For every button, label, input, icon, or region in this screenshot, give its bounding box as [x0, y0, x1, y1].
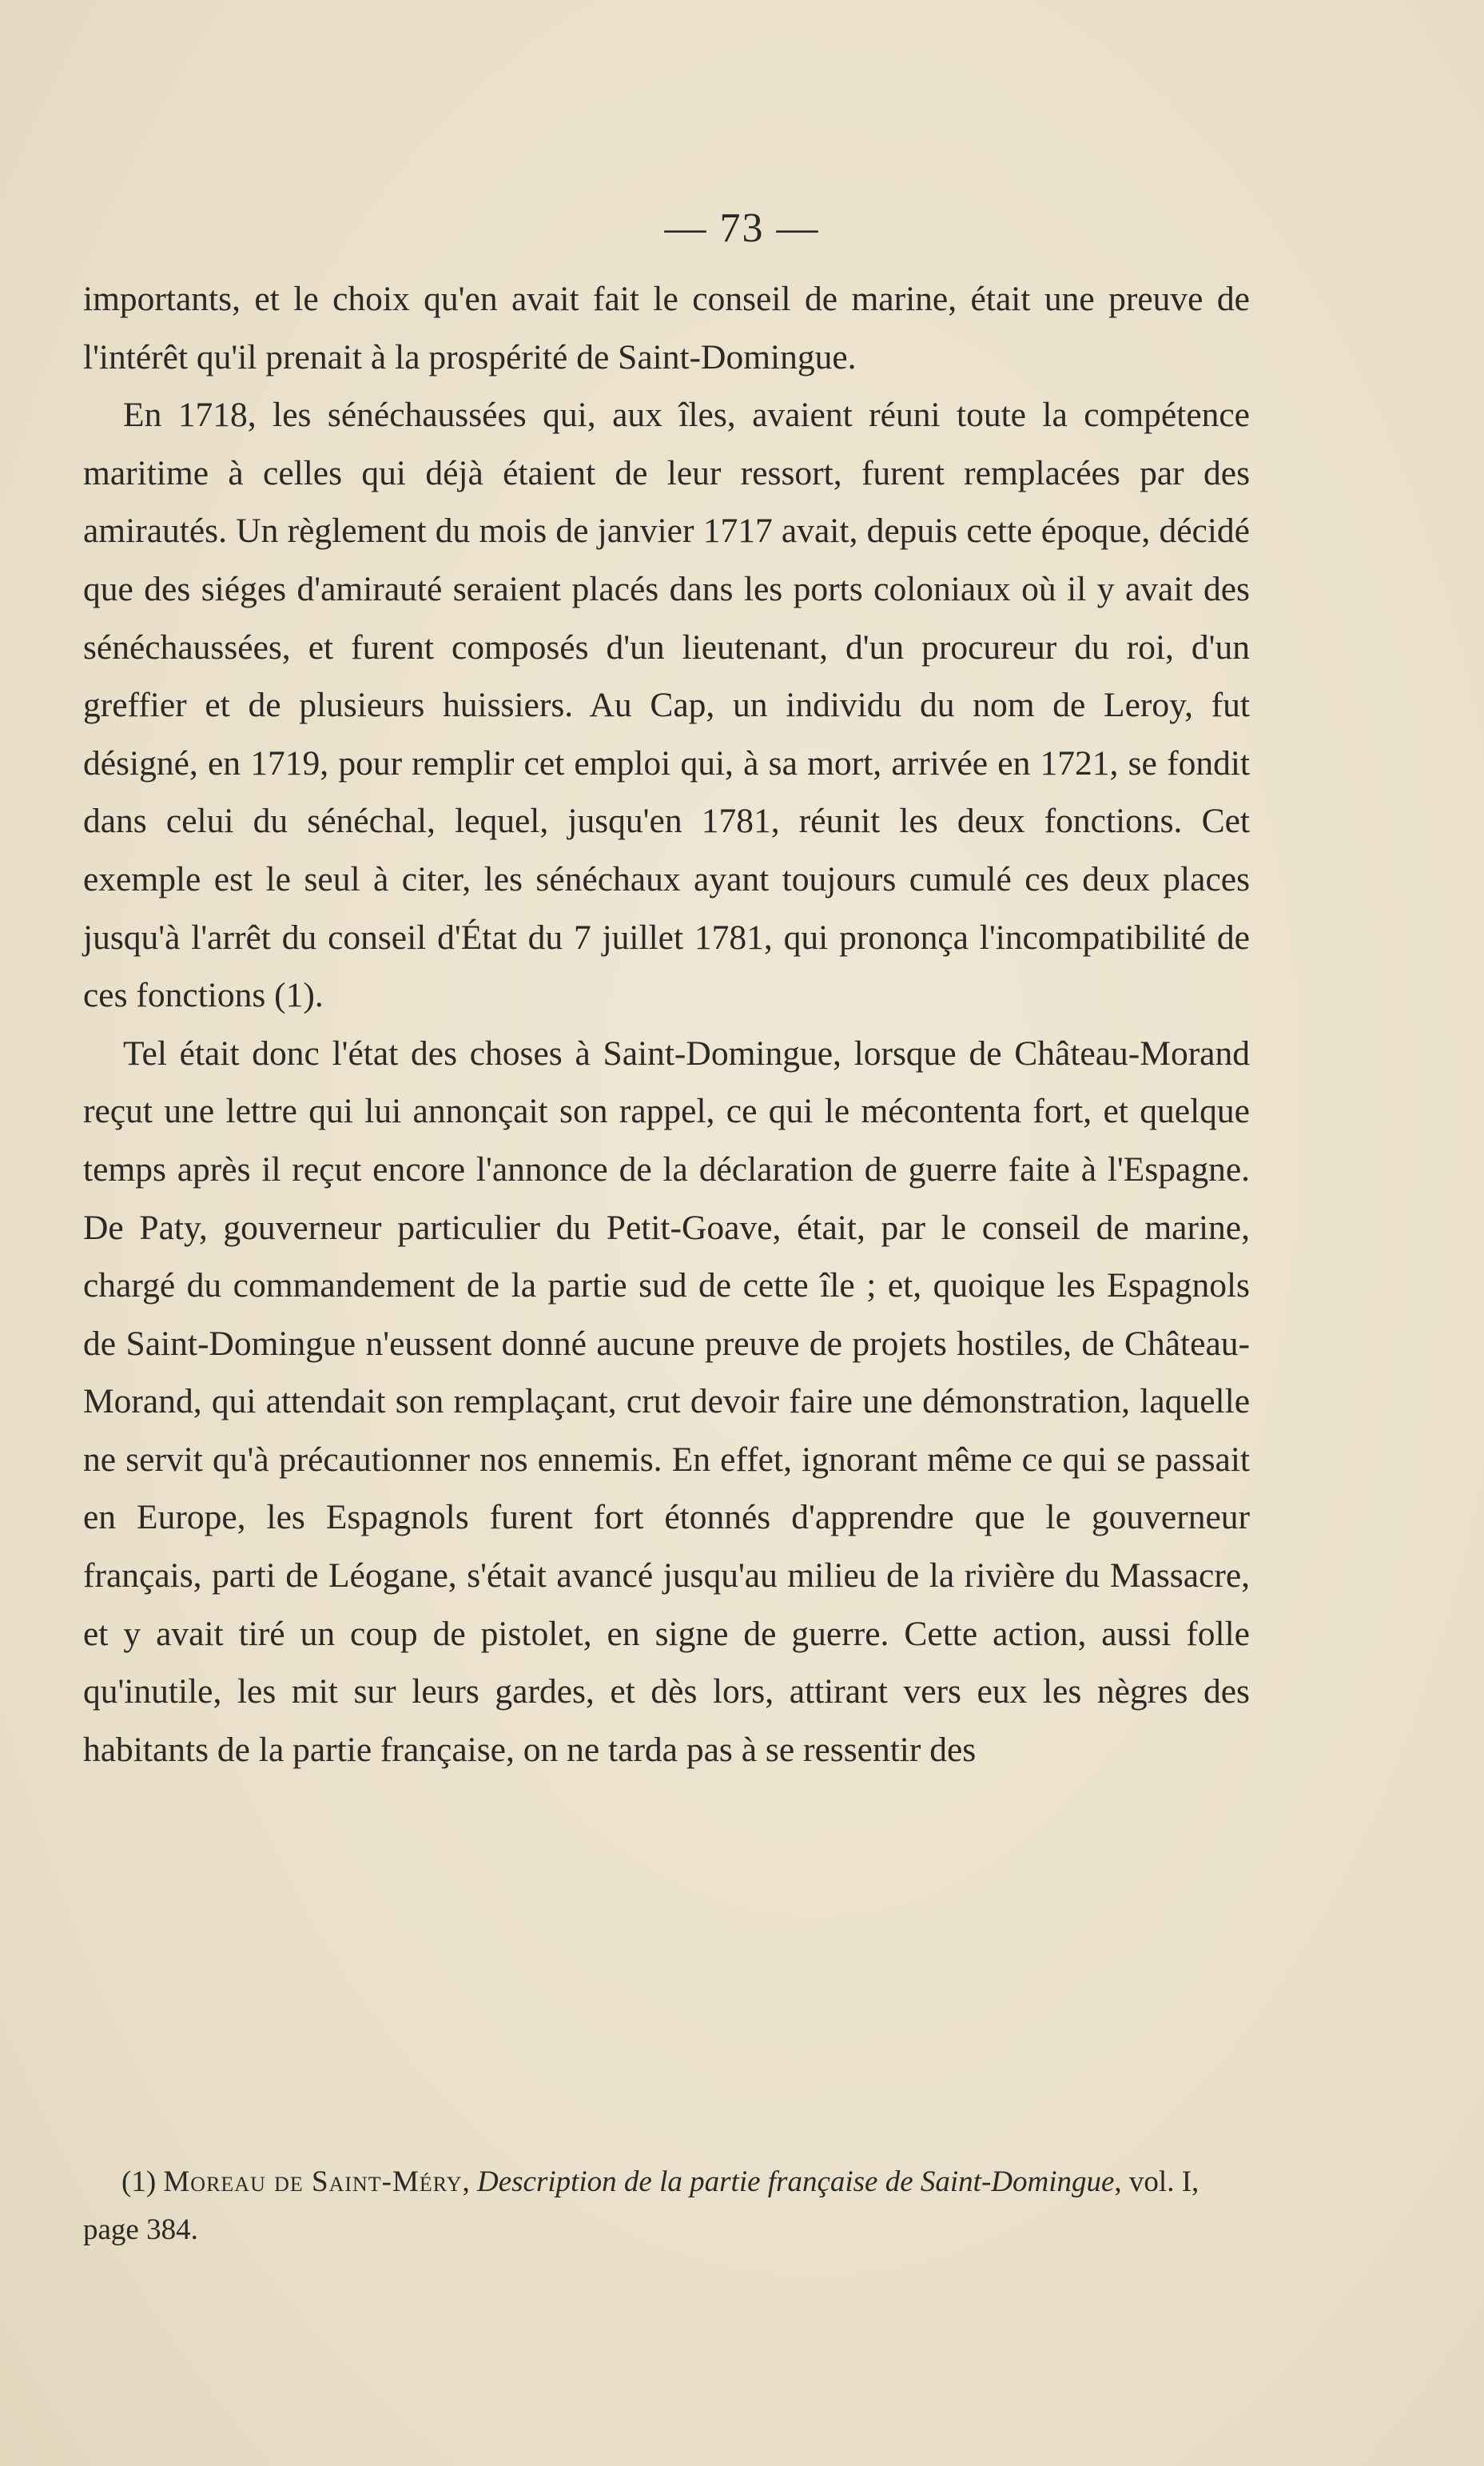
footnote-separator: , [462, 2165, 477, 2198]
body-text [83, 270, 1250, 1779]
footnote-author: Moreau de Saint-Méry [163, 2165, 463, 2198]
paragraph: En 1718, les sénéchaussées qui, aux îles, avaient réuni toute la compétence maritime à celles qui déjà étaient de leur ressort, furent remplacées par des amirautés. Un règlement du mois de janvier 1717 avait, depuis cette époque, décidé que des siéges d'amirauté seraient placés dans les ports coloniaux où il y avait des sénéchaussées, et furent composés d'un lieutenant, d'un procureur du roi, d'un greffier et de plusieurs huissiers. Au Cap, un individu du nom de Leroy, fut désigné, en 1719, pour remplir cet emploi qui, à sa mort, arrivée en 1721, se fondit dans celui du sénéchal, lequel, jusqu'en 1781, réunit les deux fonctions. Cet exemple est le seul à citer, les sénéchaux ayant toujours cumulé ces deux places jusqu'à l'arrêt du conseil d'État du 7 juillet 1781, qui prononça l'incompatibilité de ces fonctions (1). [83, 396, 1250, 1015]
footnote [83, 2158, 1250, 2254]
footnote-reference: , vol. I, page 384. [83, 2165, 1200, 2246]
footnote-marker: (1) [121, 2165, 164, 2198]
paragraph: importants, et le choix qu'en avait fait le conseil de marine, était une preuve de l'intérêt qu'il prenait à la prospérité de Saint-Domingue. [83, 280, 1250, 376]
page-number: — 73 — [664, 205, 820, 251]
footnote-title: Description de la partie française de Saint-Domingue [476, 2165, 1115, 2198]
paragraph: Tel était donc l'état des choses à Saint-Domingue, lorsque de Château-Morand reçut une lettre qui lui annonçait son rappel, ce qui le mécontenta fort, et quelque temps après il reçut encore l'annonce de la déclaration de guerre faite à l'Espagne. De Paty, gouverneur particulier du Petit-Goave, était, par le conseil de marine, chargé du commandement de la partie sud de cette île ; et, quoique les Espagnols de Saint-Domingue n'eussent donné aucune preuve de projets hostiles, de Château-Morand, qui attendait son remplaçant, crut devoir faire une démonstration, laquelle ne servit qu'à précautionner nos ennemis. En effet, ignorant même ce qui se passait en Europe, les Espagnols furent fort étonnés d'apprendre que le gouverneur français, parti de Léogane, s'était avancé jusqu'au milieu de la rivière du Massacre, et y avait tiré un coup de pistolet, en signe de guerre. Cette action, aussi folle qu'inutile, les mit sur leurs gardes, et dès lors, attirant vers eux les nègres des habitants de la partie française, on ne tarda pas à se ressentir des [83, 1034, 1250, 1769]
